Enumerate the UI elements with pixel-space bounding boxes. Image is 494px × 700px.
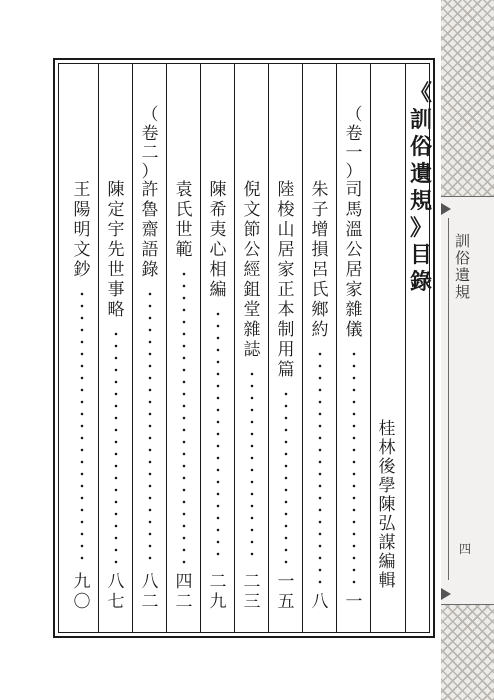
leader-dots: [182, 268, 186, 564]
entry-title-char: 語: [141, 240, 159, 260]
entry-title-char: 約: [311, 320, 329, 340]
author-char: 後: [378, 457, 396, 477]
toc-entry: [67, 180, 97, 280]
toc-entry: [203, 180, 233, 300]
entry-title-char: 編: [209, 280, 227, 300]
leader-dots: [148, 288, 152, 564]
entry-title-char: 宇: [107, 220, 125, 240]
entry-page-number: [339, 592, 369, 612]
entry-title-char: 陳: [209, 180, 227, 200]
top-ornament: [441, 0, 494, 196]
entry-title-char: 文: [243, 200, 261, 220]
running-head-char: 訓: [455, 232, 471, 250]
column-rule: [234, 63, 235, 633]
column-rule: [302, 63, 303, 633]
title-char: 錄: [409, 269, 432, 295]
entry-title-char: 鄉: [311, 300, 329, 320]
entry-title-char: 經: [243, 260, 261, 280]
running-head-char: 俗: [455, 249, 471, 267]
band-marker-top: [441, 203, 451, 215]
entry-title-char: 相: [209, 260, 227, 280]
leader-dots: [114, 328, 118, 564]
entry-title-char: 雜: [243, 320, 261, 340]
entry-title-char: 公: [345, 240, 363, 260]
volume-char: 卷: [345, 124, 363, 144]
author-char: 學: [378, 476, 396, 496]
entry-title-char: 馬: [345, 200, 363, 220]
entry-page-number: [271, 572, 301, 612]
entry-title-char: 王: [73, 180, 91, 200]
running-page-number: 四: [459, 542, 472, 556]
author-char: 桂: [378, 419, 396, 439]
author-char: 輯: [378, 571, 396, 591]
entry-title-char: 司: [345, 180, 363, 200]
entry-title-char: 堂: [243, 300, 261, 320]
volume-char: （: [345, 105, 363, 125]
entry-page-number: [101, 572, 131, 612]
column-rule: [98, 63, 99, 633]
entry-title-char: 損: [311, 240, 329, 260]
author-char: 林: [378, 438, 396, 458]
band-marker-bottom: [441, 588, 451, 600]
running-head-char: 遺: [455, 266, 471, 284]
volume-char: （: [141, 105, 159, 125]
author-char: 陳: [378, 495, 396, 515]
toc-entry: [237, 180, 267, 360]
page-digit: 七: [107, 592, 125, 612]
entry-title-char: 世: [107, 260, 125, 280]
column-rule: [370, 63, 371, 633]
volume-heading: [135, 106, 165, 182]
entry-title-char: 心: [209, 240, 227, 260]
entry-title-char: 居: [345, 260, 363, 280]
entry-title-char: 許: [141, 180, 159, 200]
toc-entry: [271, 180, 301, 380]
column-rule: [166, 63, 167, 633]
page-digit: 八: [141, 572, 159, 592]
entry-page-number: [169, 572, 199, 612]
leader-dots: [80, 288, 84, 564]
entry-title-char: 家: [277, 260, 295, 280]
column-rule: [336, 63, 337, 633]
entry-title-char: 錄: [141, 260, 159, 280]
band-rule-bottom: [441, 604, 494, 605]
toc-entry: [169, 180, 199, 260]
entry-page-number: [203, 572, 233, 612]
running-head-title: [455, 233, 470, 301]
entry-title-char: 節: [243, 220, 261, 240]
entry-title-char: 倪: [243, 180, 261, 200]
title-char: 規: [409, 188, 432, 214]
title-char: 訓: [409, 107, 432, 133]
entry-title-char: 定: [107, 200, 125, 220]
title-char: 目: [409, 242, 432, 268]
entry-title-char: 呂: [311, 260, 329, 280]
band-inner-line: [448, 218, 449, 580]
volume-char: 一: [345, 143, 363, 163]
volume-char: ）: [141, 162, 159, 182]
entry-title-char: 山: [277, 220, 295, 240]
leader-dots: [284, 388, 288, 564]
toc-entry: [339, 180, 369, 340]
page-digit: 九: [73, 572, 91, 592]
entry-title-char: 文: [73, 240, 91, 260]
entry-title-char: 世: [175, 220, 193, 240]
column-rule: [200, 63, 201, 633]
page-digit: 八: [311, 592, 329, 612]
page-digit: 四: [175, 572, 193, 592]
volume-char: 二: [141, 143, 159, 163]
leader-dots: [352, 348, 356, 584]
entry-page-number: [135, 572, 165, 612]
entry-title-char: 居: [277, 240, 295, 260]
entry-title-char: 篇: [277, 360, 295, 380]
volume-char: ）: [345, 162, 363, 182]
page-digit: 一: [345, 592, 363, 612]
toc-title: [406, 80, 436, 296]
running-head-char: 規: [455, 283, 471, 301]
entry-title-char: 子: [311, 200, 329, 220]
entry-title-char: 用: [277, 340, 295, 360]
entry-title-char: 正: [277, 280, 295, 300]
page-digit: 一: [277, 572, 295, 592]
leader-dots: [216, 308, 220, 564]
entry-title-char: 朱: [311, 180, 329, 200]
entry-title-char: 儀: [345, 320, 363, 340]
title-char: 》: [409, 215, 432, 241]
entry-page-number: [237, 572, 267, 612]
column-rule: [268, 63, 269, 633]
page-digit: 〇: [73, 592, 91, 612]
title-char: 俗: [409, 134, 432, 160]
entry-title-char: 溫: [345, 220, 363, 240]
entry-title-char: 家: [345, 280, 363, 300]
author-char: 編: [378, 552, 396, 572]
entry-page-number: [67, 572, 97, 612]
entry-title-char: 氏: [175, 200, 193, 220]
page-digit: 二: [243, 572, 261, 592]
entry-title-char: 齋: [141, 220, 159, 240]
entry-title-char: 梭: [277, 200, 295, 220]
bottom-ornament: [441, 604, 494, 700]
column-rule: [132, 63, 133, 633]
entry-title-char: 氏: [311, 280, 329, 300]
entry-title-char: 明: [73, 220, 91, 240]
entry-title-char: 陳: [107, 180, 125, 200]
page-digit: 二: [141, 592, 159, 612]
entry-title-char: 希: [209, 200, 227, 220]
leader-dots: [250, 368, 254, 564]
entry-page-number: [305, 592, 335, 612]
entry-title-char: 制: [277, 320, 295, 340]
entry-title-char: 誌: [243, 340, 261, 360]
toc-entry: [305, 180, 335, 340]
page-digit: 八: [107, 572, 125, 592]
compiler-credit: [372, 420, 402, 591]
author-char: 弘: [378, 514, 396, 534]
entry-title-char: 夷: [209, 220, 227, 240]
title-char: 《: [409, 80, 432, 106]
entry-title-char: 公: [243, 240, 261, 260]
title-char: 遺: [409, 161, 432, 187]
page-digit: 二: [175, 592, 193, 612]
page-digit: 三: [243, 592, 261, 612]
leader-dots: [318, 348, 322, 584]
entry-title-char: 魯: [141, 200, 159, 220]
entry-title-char: 袁: [175, 180, 193, 200]
page-digit: 二: [209, 572, 227, 592]
toc-entry: [135, 180, 165, 280]
toc-entry: [101, 180, 131, 320]
band-rule-top: [441, 196, 494, 197]
author-char: 謀: [378, 533, 396, 553]
entry-title-char: 鈔: [73, 260, 91, 280]
entry-title-char: 略: [107, 300, 125, 320]
entry-title-char: 範: [175, 240, 193, 260]
entry-title-char: 事: [107, 280, 125, 300]
volume-heading: [339, 106, 369, 182]
page-digit: 九: [209, 592, 227, 612]
entry-title-char: 增: [311, 220, 329, 240]
volume-char: 卷: [141, 124, 159, 144]
entry-title-char: 本: [277, 300, 295, 320]
entry-title-char: 雜: [345, 300, 363, 320]
page-digit: 五: [277, 592, 295, 612]
entry-title-char: 先: [107, 240, 125, 260]
entry-title-char: 陽: [73, 200, 91, 220]
entry-title-char: 鉏: [243, 280, 261, 300]
entry-title-char: 陸: [277, 180, 295, 200]
